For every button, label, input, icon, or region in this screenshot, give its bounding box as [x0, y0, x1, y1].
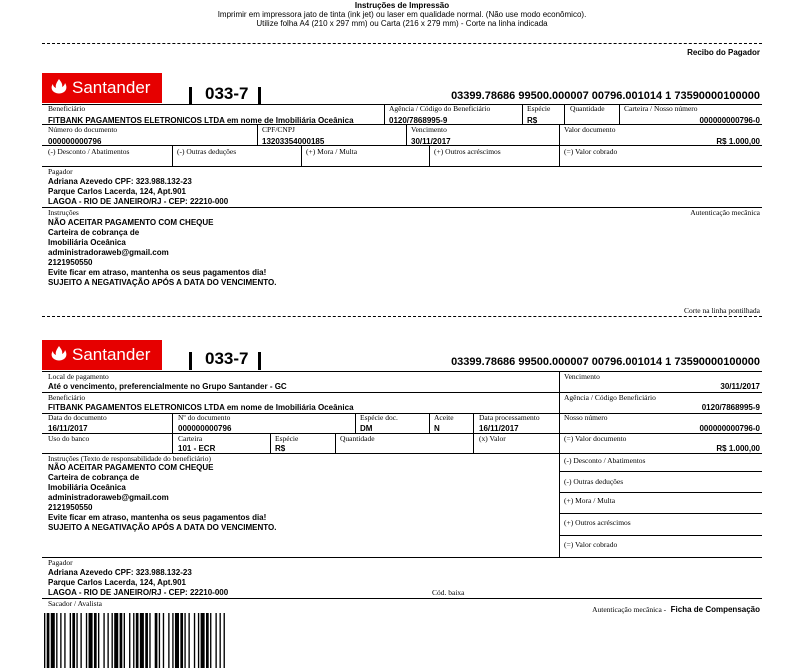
label-other-deductions: (-) Outras deduções — [177, 147, 237, 156]
label-payer: Pagador — [48, 167, 73, 176]
divider — [429, 413, 430, 433]
row-divider — [559, 535, 762, 536]
barcode-bar — [163, 613, 164, 668]
print-instructions-line1: Imprimir em impressora jato de tinta (ink jet) ou laser em qualidade normal. (Não use modo econômico). — [217, 10, 587, 19]
barcode-bar — [114, 613, 118, 668]
slip-instruction-line: 2121950550 — [48, 503, 93, 512]
label-accept: Aceite — [434, 413, 454, 422]
barcode-bar — [175, 613, 179, 668]
label-penalty: (+) Mora / Multa — [306, 147, 358, 156]
label-doc-date: Data do documento — [48, 413, 107, 422]
bank-code-separator-left — [189, 352, 192, 370]
divider — [172, 145, 173, 166]
label-slip-charged: (=) Valor cobrado — [564, 540, 618, 549]
barcode-bar — [56, 613, 57, 668]
divider — [473, 433, 474, 453]
instruction-line: SUJEITO A NEGATIVAÇÃO APÓS A DATA DO VENCIMENTO. — [48, 278, 277, 287]
santander-logo-text: Santander — [72, 345, 151, 364]
print-instructions-line2: Utilize folha A4 (210 x 297 mm) ou Carta (216 x 279 mm) - Corte na linha indicada — [256, 19, 548, 28]
barcode-bar — [180, 613, 183, 668]
barcode-bar — [112, 613, 113, 668]
barcode-bar — [44, 613, 45, 668]
label-doc-value: Valor documento — [564, 125, 616, 134]
barcode-bar — [215, 613, 216, 668]
santander-flame-icon — [50, 78, 68, 98]
slip-instruction-line: Evite ficar em atraso, mantenha os seus pagamentos dia! — [48, 513, 267, 522]
divider — [559, 145, 560, 166]
row-divider — [42, 413, 762, 414]
barcode-bar — [80, 613, 81, 668]
label-payment-place: Local de pagamento — [48, 372, 109, 381]
label-slip-other-deductions: (-) Outras deduções — [564, 477, 624, 486]
barcode-bar — [120, 613, 123, 668]
barcode-bar — [140, 613, 144, 668]
slip-payer-line3: LAGOA - RIO DE JANEIRO/RJ - CEP: 22210-000 — [48, 588, 229, 597]
barcode-bar — [70, 613, 71, 668]
label-instructions: Instruções — [48, 208, 79, 217]
digitable-line: 03399.78686 99500.000007 00796.001014 1 73590000100000 — [451, 90, 760, 102]
value-processing-date: 16/11/2017 — [479, 424, 519, 433]
payer-line2: Parque Carlos Lacerda, 124, Apt.901 — [48, 187, 186, 196]
label-beneficiary: Beneficiário — [48, 104, 86, 113]
label-slip-beneficiary: Beneficiário — [48, 393, 86, 402]
value-wallet: 101 - ECR — [178, 444, 216, 453]
receipt-title: Recibo do Pagador — [687, 48, 760, 57]
divider — [355, 413, 356, 433]
santander-logo-text: Santander — [72, 78, 151, 97]
divider — [270, 433, 271, 453]
label-our-number: Nosso número — [564, 413, 608, 422]
digitable-line: 03399.78686 99500.000007 00796.001014 1 73590000100000 — [451, 356, 760, 368]
santander-flame-icon — [50, 345, 68, 365]
instruction-line: Carteira de cobrança de — [48, 228, 140, 237]
value-slip-due: 30/11/2017 — [720, 382, 760, 391]
label-doc-number: Número do documento — [48, 125, 118, 134]
value-slip-doc-value: R$ 1.000,00 — [716, 444, 760, 453]
label-wallet-our-number: Carteira / Nosso número — [624, 104, 698, 113]
divider — [429, 145, 430, 166]
label-other-additions: (+) Outros acréscimos — [434, 147, 501, 156]
barcode-bar — [94, 613, 97, 668]
label-slip-instructions: Instruções (Texto de responsabilidade do beneficiário) — [48, 454, 211, 463]
label-species: Espécie — [527, 104, 551, 113]
value-species: R$ — [527, 116, 538, 125]
barcode-bar — [136, 613, 139, 668]
divider — [473, 413, 474, 433]
divider — [172, 433, 173, 453]
label-slip-penalty: (+) Mora / Multa — [564, 496, 616, 505]
label-value-x: (x) Valor — [479, 434, 506, 443]
value-slip-species: R$ — [275, 444, 286, 453]
barcode-bar — [145, 613, 148, 668]
label-auth: Autenticação mecânica — [690, 208, 760, 217]
label-slip-quantity: Quantidade — [340, 434, 375, 443]
barcode-bar — [76, 613, 77, 668]
value-doc-value: R$ 1.000,00 — [716, 137, 760, 146]
barcode-bar — [155, 613, 158, 668]
barcode-bar — [168, 613, 169, 668]
divider — [564, 104, 565, 124]
label-ficha-compensacao: Ficha de Compensação — [670, 605, 760, 614]
barcode-bar — [149, 613, 150, 668]
value-wallet-our-number: 000000000796-0 — [699, 116, 760, 125]
label-wallet: Carteira — [178, 434, 203, 443]
print-instructions-title: Instruções de Impressão — [354, 1, 450, 10]
slip-border-top — [42, 371, 762, 372]
value-our-number: 000000000796-0 — [699, 424, 760, 433]
label-slip-agency: Agência / Código Beneficiário — [564, 393, 656, 402]
value-due: 30/11/2017 — [411, 137, 451, 146]
label-slip-due: Vencimento — [564, 372, 600, 381]
cut-line-middle — [42, 316, 762, 317]
santander-logo — [42, 340, 162, 370]
divider — [172, 413, 173, 433]
row-divider — [42, 145, 762, 146]
bank-code: 033-7 — [205, 84, 249, 103]
barcode-bar — [224, 613, 225, 668]
divider — [257, 124, 258, 145]
label-slip-auth: Autenticação mecânica - — [592, 605, 667, 614]
slip-payer-line1: Adriana Azevedo CPF: 323.988.132-23 — [48, 568, 192, 577]
barcode-bar — [201, 613, 205, 668]
cut-line-top — [42, 43, 762, 44]
divider — [406, 124, 407, 145]
row-divider — [559, 492, 762, 493]
barcode-bar — [198, 613, 199, 668]
slip-instruction-line: Carteira de cobrança de — [48, 473, 140, 482]
barcode-bar — [60, 613, 61, 668]
barcode-bar — [188, 613, 189, 668]
value-accept: N — [434, 424, 440, 433]
payer-line1: Adriana Azevedo CPF: 323.988.132-23 — [48, 177, 192, 186]
label-cpf-cnpj: CPF/CNPJ — [262, 125, 295, 134]
divider — [335, 433, 336, 453]
row-divider — [42, 166, 762, 167]
row-divider — [42, 207, 762, 208]
barcode-bar — [72, 613, 75, 668]
slip-right-column-divider — [559, 371, 560, 557]
instruction-line: administradoraweb@gmail.com — [48, 248, 169, 257]
label-cod-baixa: Cód. baixa — [432, 588, 465, 597]
slip-payer-line2: Parque Carlos Lacerda, 124, Apt.901 — [48, 578, 186, 587]
barcode-bar — [47, 613, 50, 668]
barcode-bar — [210, 613, 211, 668]
label-processing-date: Data processamento — [479, 413, 540, 422]
value-slip-agency: 0120/7868995-9 — [701, 403, 760, 412]
barcode — [44, 613, 384, 668]
santander-logo — [42, 73, 162, 103]
divider — [619, 104, 620, 124]
value-slip-beneficiary: FITBANK PAGAMENTOS ELETRONICOS LTDA em nome de Imobiliária Oceânica — [48, 403, 354, 412]
row-divider — [42, 557, 762, 558]
value-beneficiary: FITBANK PAGAMENTOS ELETRONICOS LTDA em nome de Imobiliária Oceânica — [48, 116, 354, 125]
value-agency: 0120/7868995-9 — [389, 116, 448, 125]
barcode-bar — [220, 613, 221, 668]
label-slip-doc-number: Nº do documento — [178, 413, 231, 422]
barcode-bar — [206, 613, 209, 668]
label-slip-doc-value: (=) Valor documento — [564, 434, 627, 443]
slip-instruction-line: SUJEITO A NEGATIVAÇÃO APÓS A DATA DO VENCIMENTO. — [48, 523, 277, 532]
divider — [384, 104, 385, 124]
bank-code: 033-7 — [205, 349, 249, 368]
row-divider — [559, 471, 762, 472]
barcode-bar — [172, 613, 173, 668]
value-doc-date: 16/11/2017 — [48, 424, 88, 433]
label-guarantor: Sacador / Avalista — [48, 599, 103, 608]
barcode-bar — [129, 613, 130, 668]
row-divider — [42, 124, 762, 125]
barcode-bar — [64, 613, 65, 668]
label-quantity: Quantidade — [570, 104, 605, 113]
barcode-bar — [124, 613, 125, 668]
label-slip-other-additions: (+) Outros acréscimos — [564, 518, 631, 527]
divider — [559, 124, 560, 145]
auth-ficha — [592, 599, 760, 617]
label-slip-payer: Pagador — [48, 558, 73, 567]
barcode-bar — [98, 613, 99, 668]
bank-code-separator-left — [189, 87, 192, 105]
label-doc-species: Espécie doc. — [360, 413, 398, 422]
barcode-bar — [107, 613, 108, 668]
label-discount: (-) Desconto / Abatimentos — [48, 147, 130, 156]
label-slip-species: Espécie — [275, 434, 299, 443]
slip-instruction-line: NÃO ACEITAR PAGAMENTO COM CHEQUE — [48, 463, 214, 472]
barcode-bar — [103, 613, 104, 668]
label-slip-discount: (-) Desconto / Abatimentos — [564, 456, 646, 465]
label-cut-here: Corte na linha pontilhada — [683, 306, 760, 315]
barcode-bar — [51, 613, 55, 668]
instruction-line: NÃO ACEITAR PAGAMENTO COM CHEQUE — [48, 218, 214, 227]
bank-code-separator-right — [258, 87, 261, 105]
instruction-line: Evite ficar em atraso, mantenha os seus pagamentos dia! — [48, 268, 267, 277]
divider — [522, 104, 523, 124]
value-cpf-cnpj: 13203354000185 — [262, 137, 325, 146]
slip-instruction-line: administradoraweb@gmail.com — [48, 493, 169, 502]
value-doc-species: DM — [360, 424, 373, 433]
barcode-bar — [159, 613, 160, 668]
value-payment-place: Até o vencimento, preferencialmente no Grupo Santander - GC — [48, 382, 287, 391]
label-agency: Agência / Código do Beneficiário — [389, 104, 491, 113]
divider — [301, 145, 302, 166]
instruction-line: 2121950550 — [48, 258, 93, 267]
label-charged: (=) Valor cobrado — [564, 147, 618, 156]
barcode-bar — [184, 613, 185, 668]
barcode-bar — [133, 613, 134, 668]
label-due: Vencimento — [411, 125, 447, 134]
slip-instruction-line: Imobiliária Oceânica — [48, 483, 126, 492]
payer-line3: LAGOA - RIO DE JANEIRO/RJ - CEP: 22210-000 — [48, 197, 229, 206]
value-doc-number: 000000000796 — [48, 137, 102, 146]
row-divider — [559, 513, 762, 514]
barcode-bar — [194, 613, 195, 668]
barcode-bar — [89, 613, 93, 668]
bank-code-separator-right — [258, 352, 261, 370]
barcode-bar — [86, 613, 87, 668]
instruction-line: Imobiliária Oceânica — [48, 238, 126, 247]
row-divider — [42, 433, 762, 434]
value-slip-doc-number: 000000000796 — [178, 424, 232, 433]
label-bank-use: Uso do banco — [48, 434, 90, 443]
